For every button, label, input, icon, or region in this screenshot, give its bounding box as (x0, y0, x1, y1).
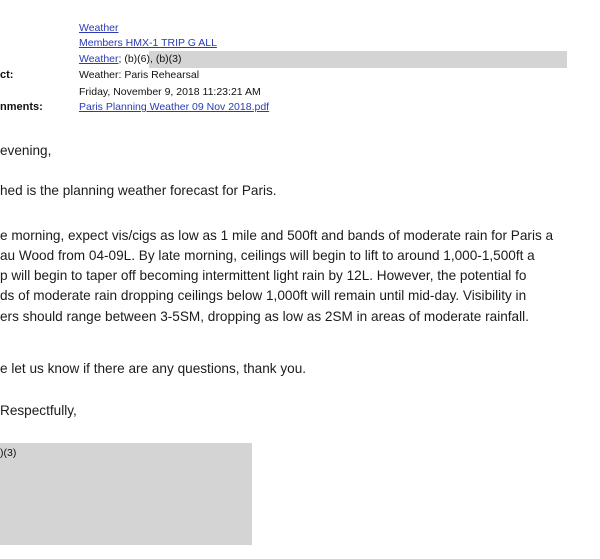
signature-redaction-label: )(3) (0, 447, 17, 459)
closing-request: e let us know if there are any questions, thank you. (0, 361, 307, 376)
cc-value (79, 53, 182, 65)
forecast-line-3: p will begin to taper off becoming intermittent light rain by 12L. However, the potential fo (0, 268, 527, 283)
subject-value: Weather: Paris Rehearsal (79, 69, 200, 81)
intro-line: hed is the planning weather forecast for Paris. (0, 183, 277, 198)
subject-label: ct: (0, 69, 14, 81)
signoff: Respectfully, (0, 403, 77, 418)
sent-value: Friday, November 9, 2018 11:23:21 AM (79, 86, 261, 98)
cc-rest: ; (b)(6), (b)(3) (118, 53, 182, 65)
forecast-line-4: ds of moderate rain dropping ceilings below 1,000ft will remain until mid-day. Visibility in (0, 288, 527, 303)
to-value[interactable]: Members HMX-1 TRIP G ALL (79, 37, 217, 49)
greeting: evening, (0, 143, 52, 158)
forecast-line-1: e morning, expect vis/cigs as low as 1 mile and 500ft and bands of moderate rain for Paris a (0, 228, 554, 243)
forecast-line-2: au Wood from 04-09L. By late morning, ceilings will begin to lift to around 1,000-1,500ft a (0, 248, 535, 263)
cc-link[interactable]: Weather (79, 53, 119, 65)
from-value[interactable]: Weather (79, 22, 119, 34)
attachments-label: nments: (0, 101, 43, 113)
cc-redaction (149, 51, 567, 68)
signature-redaction (0, 443, 252, 545)
forecast-line-5: ers should range between 3-5SM, dropping as low as 2SM in areas of moderate rainfall. (0, 309, 529, 324)
attachment-link[interactable]: Paris Planning Weather 09 Nov 2018.pdf (79, 101, 270, 113)
